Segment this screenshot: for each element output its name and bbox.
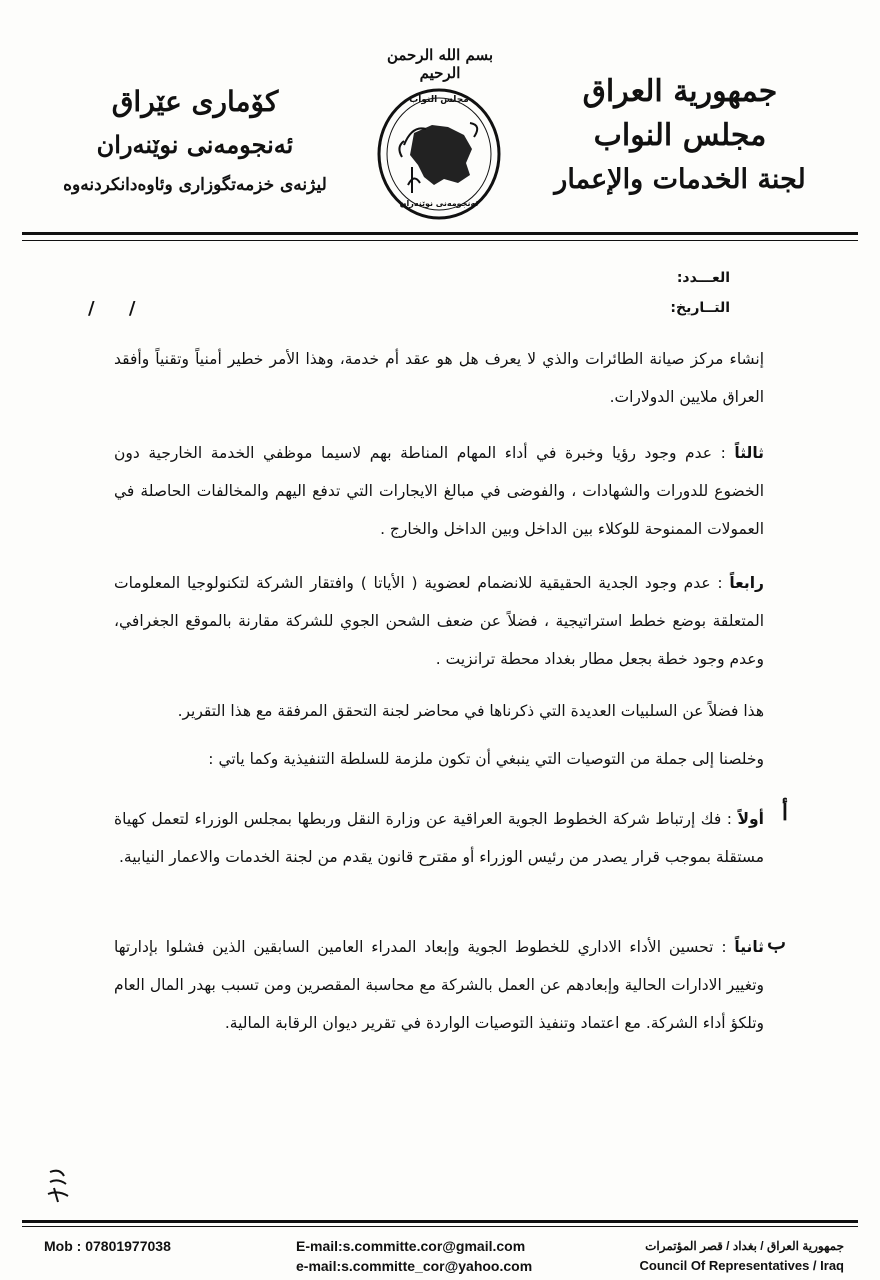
recommendation-second-text: : تحسين الأداء الاداري للخطوط الجوية وإبعاد المدراء العامين السابقين الذين فشلوا بإدارتها وتغيير الادارات الحالية وإبعادهم عن العمل بالشركة مع محاسبة المقصرين ومن تسبب بهدر المال العام وتلكؤ أداء الشركة. مع اعتماد وتنفيذ التوصيات الواردة في تقرير ديوان الرقابة المالية. xyxy=(114,938,764,1032)
header-kurdish-line-3: لیژنەی خزمەتگوزاری وئاوەدانكردنەوە xyxy=(63,175,327,195)
header-arabic-line-1: جمهورية العراق xyxy=(582,74,778,109)
document-number-label: العـــدد: xyxy=(676,270,730,286)
paragraph-fourth-text: : عدم وجود الجدية الحقيقية للانضمام لعضوية ( الأياتا ) وافتقار الشركة لتكنولوجيا المعلومات المتعلقة بوضع خطط استراتيجية ، فضلاً عن ضعف الشحن الجوي للشركة مقارنة بالموقع الجغرافي، وعدم وجود خطة بجعل مطار بغداد محطة ترانزيت . xyxy=(114,574,764,668)
seal-top-text: مجلس النواب xyxy=(409,95,469,105)
recommendation-second-heading: ثانياً xyxy=(734,938,764,956)
footer-divider-thin xyxy=(22,1226,858,1227)
header-divider-thin xyxy=(22,240,858,241)
parliament-seal-logo xyxy=(374,85,504,223)
recommendation-first-heading: أولاً xyxy=(737,810,764,828)
footer-emails xyxy=(296,1236,532,1276)
footer-divider xyxy=(22,1220,858,1223)
paragraph-recommendations-intro: وخلصنا إلى جملة من التوصيات التي ينبغي أن تكون ملزمة للسلطة التنفيذية وكما ياتي : xyxy=(208,750,764,768)
recommendation-first-text: : فك إرتباط شركة الخطوط الجوية العراقية عن وزارة النقل وربطها بمجلس الوزراء لتعمل كهياة مستقلة بموجب قرار يصدر من رئيس الوزراء أو مقترح قانون يقدم من لجنة الخدمات والاعمار النيابية. xyxy=(114,810,764,866)
paragraph-fourth xyxy=(114,564,764,678)
header-kurdish xyxy=(60,80,330,204)
header-divider xyxy=(22,232,858,235)
footer-mobile: Mob : 07801977038 xyxy=(44,1238,171,1254)
document-date-value: / / xyxy=(88,298,150,319)
paragraph-third xyxy=(114,434,764,548)
paragraph-fourth-heading: رابعاً xyxy=(729,574,764,592)
header-arabic-line-2: مجلس النواب xyxy=(593,118,767,153)
paragraph-third-heading: ثالثاً xyxy=(734,444,764,462)
paragraph-summary: هذا فضلاً عن السلبيات العديدة التي ذكرناها في محاضر لجنة التحقق المرفقة مع هذا التقرير. xyxy=(177,702,764,720)
recommendation-first xyxy=(114,800,764,876)
header-arabic-line-3: لجنة الخدمات والإعمار xyxy=(554,164,806,195)
footer-address-english: Council Of Representatives / Iraq xyxy=(639,1258,844,1273)
margin-mark-a: أ xyxy=(781,800,788,826)
margin-mark-b: ب xyxy=(767,930,786,954)
handwritten-signature xyxy=(44,1166,74,1206)
footer-address-arabic: جمهورية العراق / بغداد / قصر المؤتمرات xyxy=(645,1239,844,1253)
footer-email-gmail: E-mail:s.committe.cor@gmail.com xyxy=(296,1238,526,1254)
recommendation-second xyxy=(114,928,764,1042)
header-kurdish-line-1: كۆماری عێراق xyxy=(111,85,279,118)
basmala: بسم الله الرحمن الرحيم xyxy=(386,46,494,82)
footer-address xyxy=(640,1236,844,1276)
paragraph-continuation: إنشاء مركز صيانة الطائرات والذي لا يعرف هل هو عقد أم خدمة، وهذا الأمر خطير أمنياً وتقنياً وأفقد العراق ملايين الدولارات. xyxy=(114,350,764,406)
seal-bottom-text: ئەنجومەنی نوێنەران xyxy=(399,199,479,208)
paragraph-third-text: : عدم وجود رؤيا وخبرة في أداء المهام المناطة بهم لاسيما موظفي الخدمة الخارجية دون الخضوع للدورات والشهادات ، والفوضى في مبالغ الايجارات التي تدفع اليهم والمخالفات الحاصلة في العمولات الممنوحة للوكلاء بين الداخل وبين الداخل والخارج . xyxy=(114,444,764,538)
footer-email-yahoo: e-mail:s.committe_cor@yahoo.com xyxy=(296,1258,533,1274)
header-kurdish-line-2: ئەنجومەنی نوێنەران xyxy=(96,130,294,159)
document-date-label: التــاريخ: xyxy=(670,300,730,316)
header-arabic xyxy=(550,70,810,202)
